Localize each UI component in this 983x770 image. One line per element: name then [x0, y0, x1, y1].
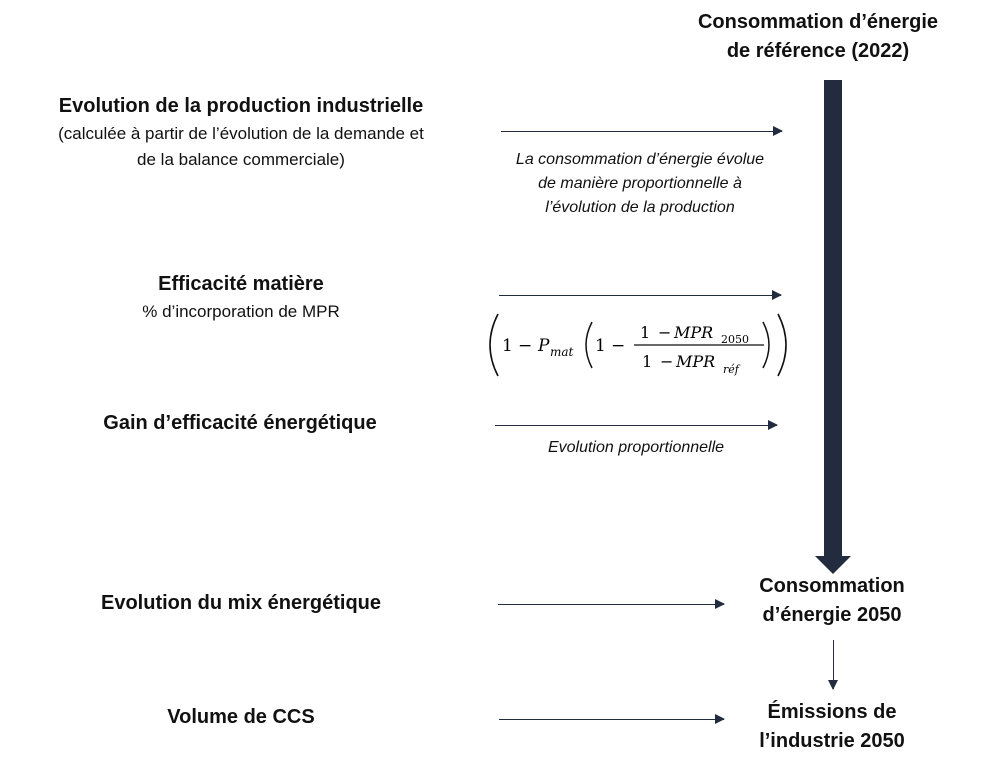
production-arrow: [501, 131, 782, 132]
numerator-one: 1: [640, 323, 651, 342]
denominator-mpr: MPR: [676, 352, 716, 371]
production-note-2: de manière proportionnelle à: [538, 175, 742, 192]
emissions-2050-line-1: Émissions de: [767, 701, 897, 723]
material-title: Efficacité matière: [158, 273, 324, 295]
numerator-minus: −: [658, 323, 672, 342]
numerator-mpr: MPR: [674, 323, 714, 342]
formula-inner-one: 1: [595, 336, 606, 356]
inner-left-paren: [586, 322, 592, 368]
denominator-one: 1: [642, 352, 653, 371]
formula-one: 1: [502, 336, 513, 356]
production-note: [470, 148, 810, 220]
denominator-minus: −: [660, 352, 674, 371]
consumption-2050-line-2: d’énergie 2050: [762, 604, 902, 626]
production-note-3: l’évolution de la production: [545, 199, 735, 216]
reference-line-2: de référence (2022): [726, 40, 910, 62]
material-arrow: [499, 295, 781, 296]
reference-line-1: Consommation d’énergie: [697, 11, 939, 33]
energy-efficiency-arrow: [495, 425, 777, 426]
production-sub-1: (calculée à partir de l’évolution de la demande et: [58, 124, 424, 143]
consumption-2050-label: [728, 572, 936, 630]
emissions-2050-line-2: l’industrie 2050: [759, 730, 905, 752]
ccs-title: Volume de CCS: [167, 706, 315, 728]
material-formula: [480, 308, 796, 382]
formula-svg: [480, 308, 796, 382]
numerator-2050: 2050: [721, 333, 749, 346]
formula-minus-1: −: [518, 336, 533, 356]
formula-p-sub: mat: [550, 345, 574, 359]
production-factor: [0, 92, 482, 173]
ccs-arrow: [499, 719, 724, 720]
consumption-to-emissions-arrow: [833, 640, 834, 689]
consumption-2050-line-1: Consommation: [759, 575, 905, 597]
production-sub-2: de la balance commerciale): [137, 150, 345, 169]
material-factor: [80, 270, 402, 325]
mix-arrow: [498, 604, 724, 605]
formula-p: P: [538, 336, 550, 356]
main-flow-arrow-shaft: [824, 80, 842, 558]
energy-efficiency-title: Gain d’efficacité énergétique: [103, 412, 377, 434]
production-note-1: La consommation d’énergie évolue: [515, 151, 765, 168]
emissions-2050-label: [728, 698, 936, 756]
mix-title: Evolution du mix énergétique: [100, 592, 382, 614]
outer-right-paren: [778, 314, 786, 376]
production-title: Evolution de la production industrielle: [58, 95, 424, 117]
material-subtitle: % d’incorporation de MPR: [142, 302, 340, 321]
reference-consumption-label: [680, 8, 956, 66]
energy-efficiency-note: Evolution proportionnelle: [547, 439, 725, 456]
denominator-ref: réf: [723, 363, 739, 376]
formula-minus-2: −: [611, 336, 626, 356]
outer-left-paren: [490, 314, 498, 376]
